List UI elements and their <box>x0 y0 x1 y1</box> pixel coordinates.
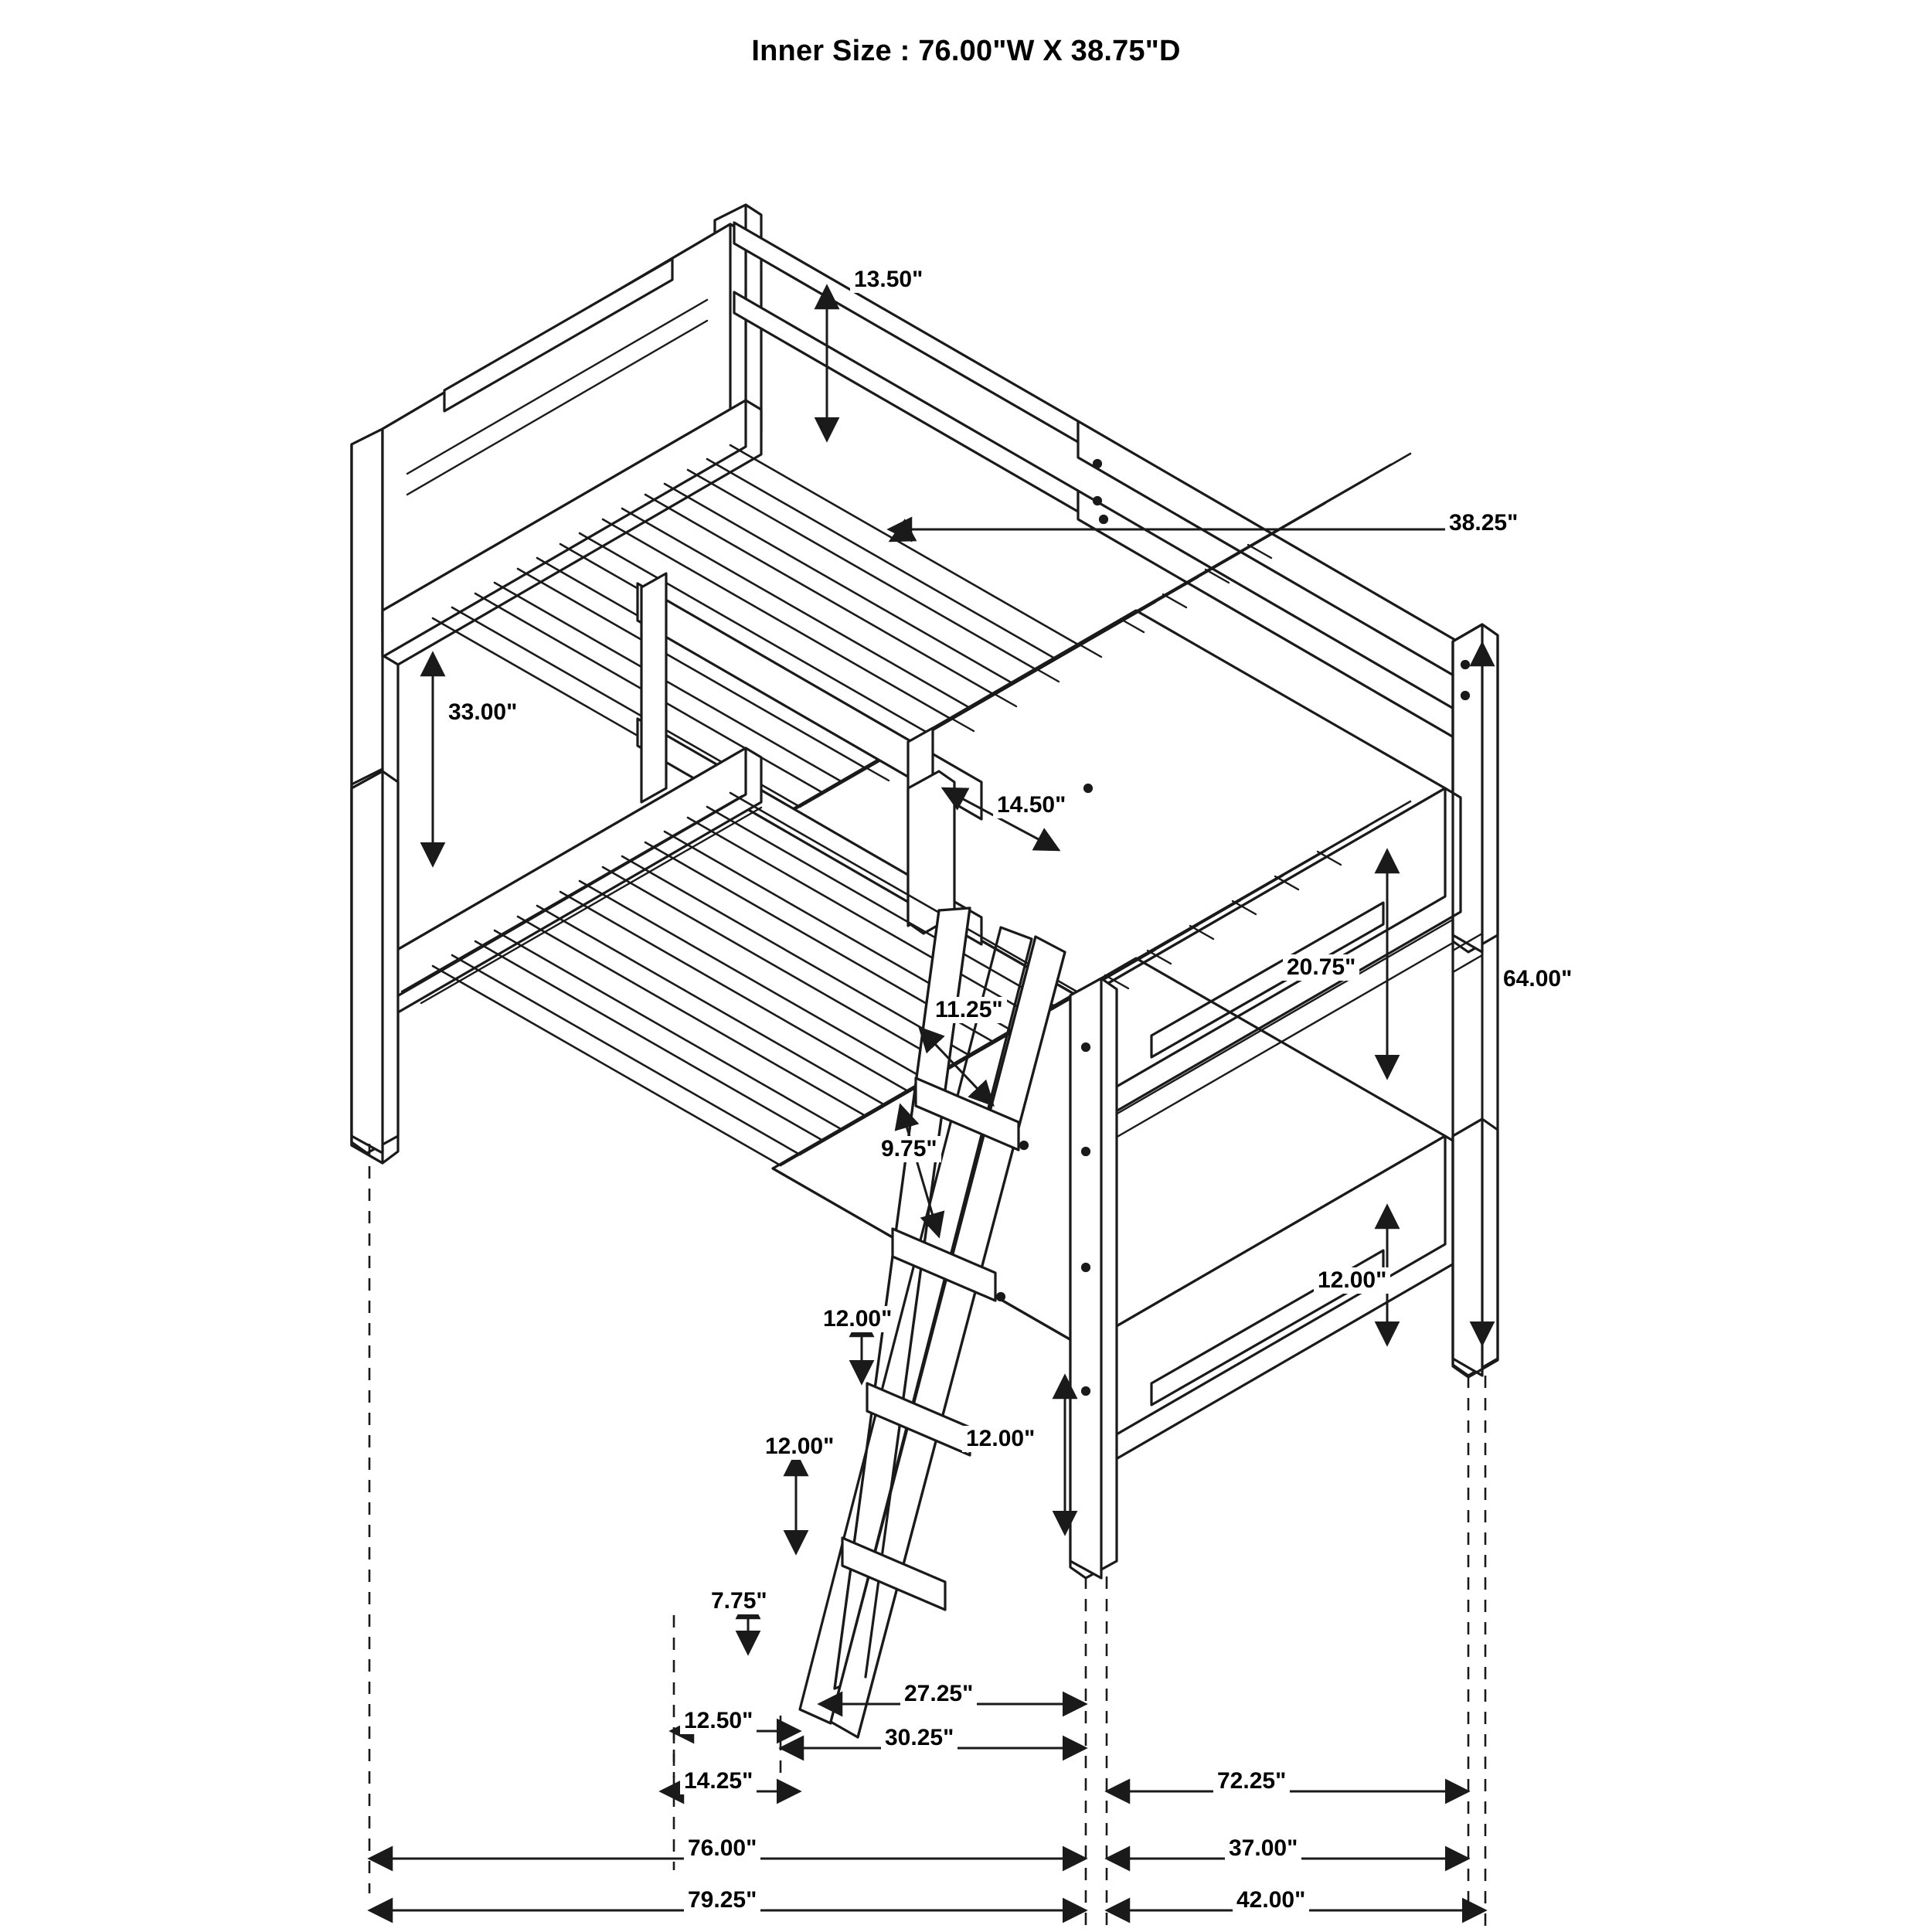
dimension-12-00-lower-panel: 12.00" <box>1314 1267 1390 1294</box>
dimension-42-00: 42.00" <box>1233 1887 1309 1913</box>
dimension-20-75: 20.75" <box>1283 954 1359 981</box>
dimension-38-25: 38.25" <box>1445 510 1522 536</box>
dimension-64-00: 64.00" <box>1499 966 1576 992</box>
dimension-13-50: 13.50" <box>850 267 927 293</box>
dimension-30-25: 30.25" <box>881 1725 957 1751</box>
dimension-12-50: 12.50" <box>680 1708 757 1734</box>
dimension-37-00: 37.00" <box>1225 1835 1301 1862</box>
dimension-12-00-rung-upper: 12.00" <box>819 1306 896 1332</box>
page-title: Inner Size : 76.00"W X 38.75"D <box>751 35 1181 67</box>
dimension-7-75: 7.75" <box>707 1588 771 1614</box>
dimension-27-25: 27.25" <box>900 1681 977 1707</box>
dimension-79-25: 79.25" <box>684 1887 760 1913</box>
dimension-76-00: 76.00" <box>684 1835 760 1862</box>
dimension-9-75: 9.75" <box>877 1136 941 1162</box>
dimension-14-25: 14.25" <box>680 1768 757 1794</box>
dimension-33-00: 33.00" <box>444 699 521 726</box>
dimension-14-50: 14.50" <box>993 792 1070 818</box>
dimension-12-00-post: 12.00" <box>962 1426 1039 1452</box>
dimension-12-00-rung-lower: 12.00" <box>761 1434 838 1460</box>
dimension-11-25: 11.25" <box>931 997 1007 1023</box>
dimension-72-25: 72.25" <box>1213 1768 1290 1794</box>
